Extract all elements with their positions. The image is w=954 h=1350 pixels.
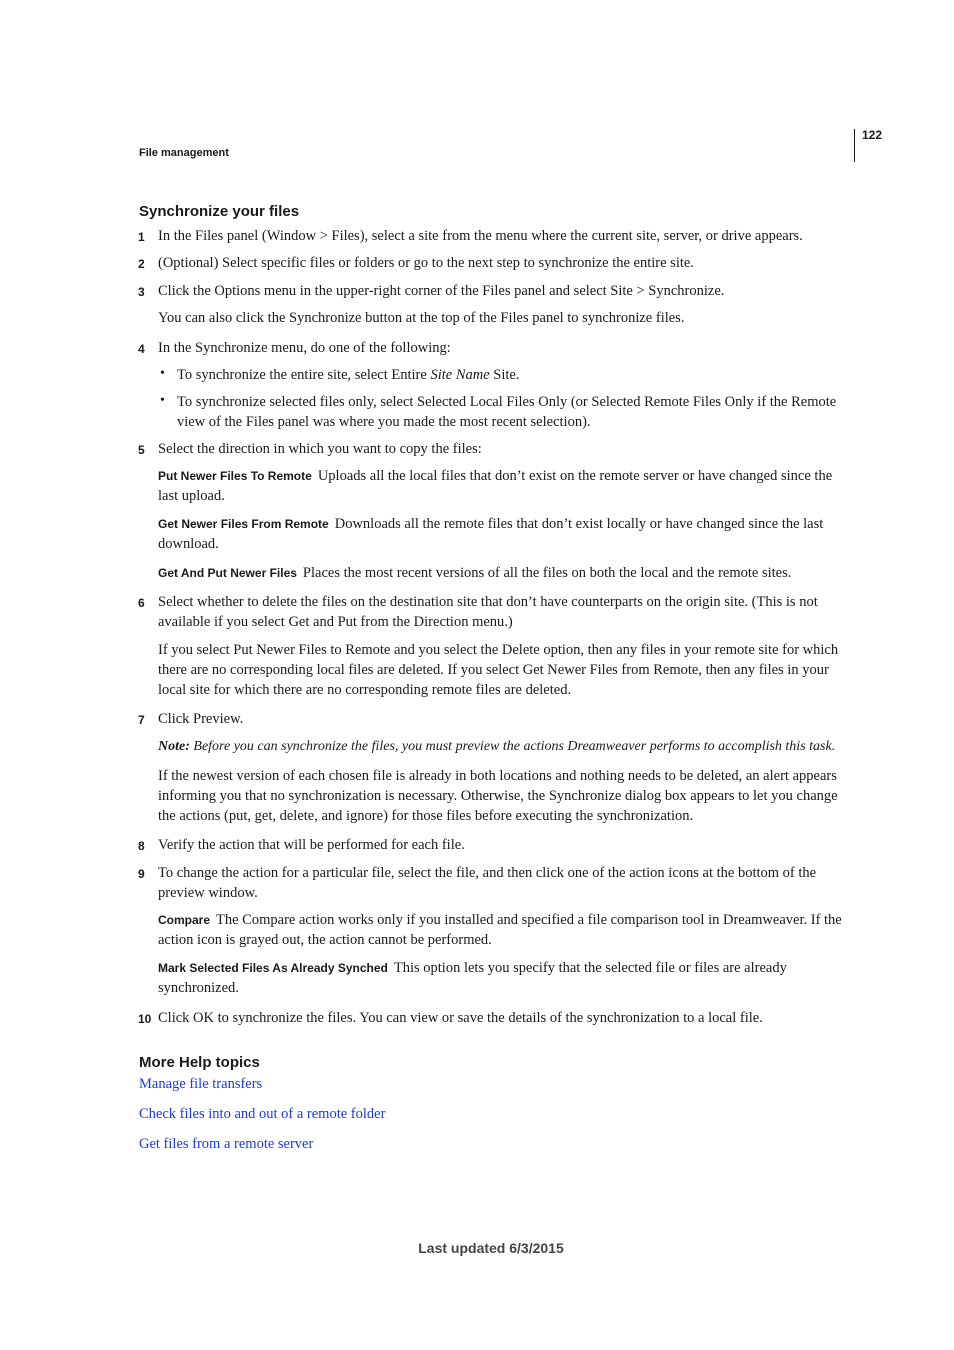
note-label: Note: xyxy=(158,739,190,754)
step-text: Click OK to synchronize the files. You can view or save the details of the synchronization to a local file. xyxy=(158,1010,763,1026)
definition-term: Get Newer Files From Remote xyxy=(158,517,329,531)
definition-term: Get And Put Newer Files xyxy=(158,566,297,580)
bullet-text: To synchronize selected files only, select Selected Local Files Only (or Selected Remote Files Only if the Remote view of the Files panel was where you made the most recent selection). xyxy=(177,394,837,430)
bullet-text: To synchronize the entire site, select Entire Site Name Site. xyxy=(177,367,520,383)
step-text: Select the direction in which you want to copy the files: xyxy=(158,441,482,457)
step-number: 8 xyxy=(138,839,145,853)
section-heading: Synchronize your files xyxy=(139,203,300,220)
step-number: 2 xyxy=(138,257,145,271)
step-number: 9 xyxy=(138,867,145,881)
bullet: • xyxy=(160,393,165,408)
definition: Put Newer Files To Remote Uploads all the local files that don’t exist on the remote server or have changed since the last upload. xyxy=(158,468,833,504)
step-text: Click the Options menu in the upper-right corner of the Files panel and select Site > Synchronize. xyxy=(158,283,725,299)
help-link-get-files[interactable]: Get files from a remote server xyxy=(139,1136,314,1152)
step-paragraph: If the newest version of each chosen file is already in both locations and nothing needs to be deleted, an alert appears informing you that no synchronization is necessary. Otherwise, the Synchronize dialog box appears to let you change the actions (put, get, delete, and ignore) for those files before executing the synchronization. xyxy=(158,768,838,824)
definition-term: Put Newer Files To Remote xyxy=(158,469,312,483)
step-number: 10 xyxy=(138,1012,152,1026)
step-number: 7 xyxy=(138,713,145,727)
footer-last-updated: Last updated 6/3/2015 xyxy=(418,1240,564,1256)
step-text: To change the action for a particular file, select the file, and then click one of the action icons at the bottom of the preview window. xyxy=(158,865,817,901)
step-text: In the Files panel (Window > Files), select a site from the menu where the current site, server, or drive appears. xyxy=(158,228,803,244)
bullet: • xyxy=(160,366,165,381)
step-paragraph: If you select Put Newer Files to Remote and you select the Delete option, then any files in your remote site for which there are no corresponding local files are deleted. If you select Get Newer Files from Remote, then any files in your local site for which there are no corresponding remote files are deleted. xyxy=(158,642,839,698)
help-link-manage-file-transfers[interactable]: Manage file transfers xyxy=(139,1076,263,1092)
step-text: Select whether to delete the files on the destination site that don’t have counterparts on the origin site. (This is not available if you select Get and Put from the Direction menu.) xyxy=(158,594,818,630)
step-number: 4 xyxy=(138,342,145,356)
help-link-check-files[interactable]: Check files into and out of a remote folder xyxy=(139,1106,386,1122)
step-text: Click Preview. xyxy=(158,711,244,727)
definition: Compare The Compare action works only if you installed and specified a file comparison tool in Dreamweaver. If the action icon is grayed out, the action cannot be performed. xyxy=(158,912,842,948)
header-divider xyxy=(854,129,855,162)
definition: Get Newer Files From Remote Downloads all the remote files that don’t exist locally or have changed since the last download. xyxy=(158,516,824,552)
step-note: You can also click the Synchronize button at the top of the Files panel to synchronize files. xyxy=(158,310,685,326)
page-number: 122 xyxy=(862,128,883,142)
step-number: 1 xyxy=(138,230,145,244)
step-number: 3 xyxy=(138,285,145,299)
definition-term: Compare xyxy=(158,913,211,927)
step-text: (Optional) Select specific files or folders or go to the next step to synchronize the entire site. xyxy=(158,255,694,271)
step-text: Verify the action that will be performed for each file. xyxy=(158,837,465,853)
running-head: File management xyxy=(139,147,229,159)
definition-term: Mark Selected Files As Already Synched xyxy=(158,961,388,975)
definition: Get And Put Newer Files Places the most recent versions of all the files on both the local and the remote sites. xyxy=(158,565,792,581)
more-help-heading: More Help topics xyxy=(139,1054,260,1071)
note: Note: Before you can synchronize the files, you must preview the actions Dreamweaver performs to accomplish this task. xyxy=(158,739,836,754)
definition: Mark Selected Files As Already Synched This option lets you specify that the selected file or files are already synchronized. xyxy=(158,960,787,996)
step-text: In the Synchronize menu, do one of the following: xyxy=(158,340,451,356)
step-number: 5 xyxy=(138,443,145,457)
step-number: 6 xyxy=(138,596,145,610)
